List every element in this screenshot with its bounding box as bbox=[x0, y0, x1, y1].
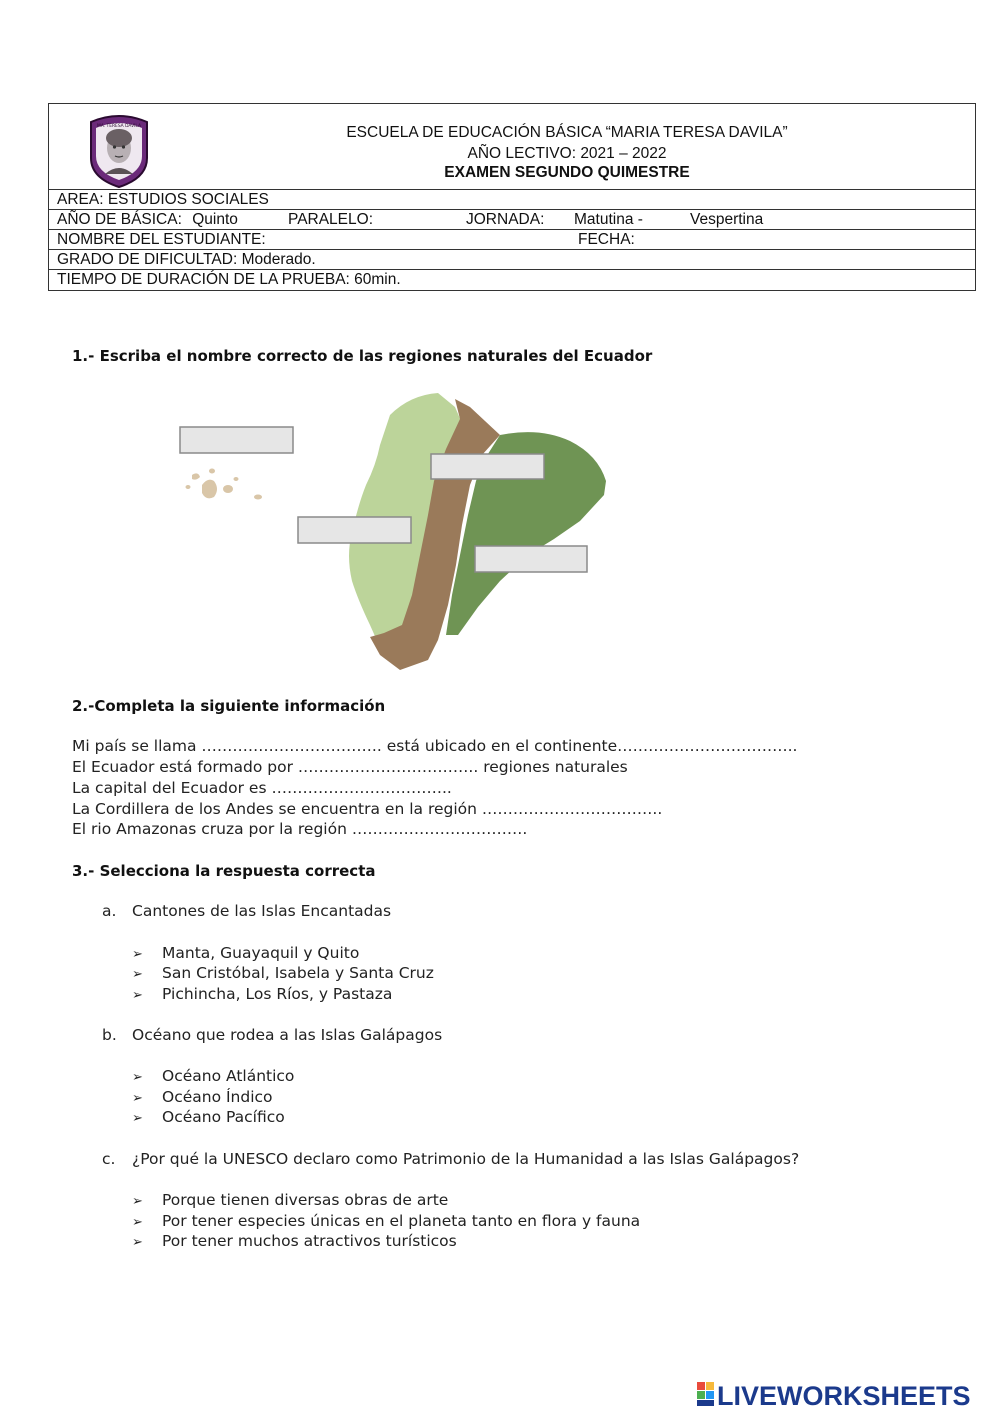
option-label: Océano Pacífico bbox=[162, 1108, 285, 1126]
answer-box-galapagos[interactable] bbox=[180, 427, 293, 453]
option-label: Pichincha, Los Ríos, y Pastaza bbox=[162, 985, 393, 1003]
option-label: San Cristóbal, Isabela y Santa Cruz bbox=[162, 964, 434, 982]
paralelo-label: PARALELO: bbox=[288, 211, 374, 228]
option-label: Porque tienen diversas obras de arte bbox=[162, 1191, 449, 1209]
arrow-bullet-icon: ➢ bbox=[132, 1215, 143, 1230]
fill-line-1: Mi país se llama …………………………….. está ubicado en el continente…………………………….. bbox=[72, 737, 798, 755]
grade-label: AÑO DE BÁSICA: bbox=[57, 211, 182, 228]
option-3a-1[interactable] bbox=[132, 944, 359, 962]
option-3b-3[interactable] bbox=[132, 1108, 285, 1126]
question-2-title: 2.-Completa la siguiente información bbox=[72, 697, 386, 715]
header-title-block bbox=[49, 104, 975, 190]
school-crest-logo bbox=[87, 112, 151, 188]
option-label: Por tener muchos atractivos turísticos bbox=[162, 1232, 457, 1250]
question-3-title: 3.- Selecciona la respuesta correcta bbox=[72, 862, 376, 880]
option-3b-2[interactable] bbox=[132, 1088, 273, 1106]
galapagos-islands bbox=[186, 469, 263, 500]
school-year: AÑO LECTIVO: 2021 – 2022 bbox=[467, 145, 667, 162]
answer-box-costa[interactable] bbox=[298, 517, 411, 543]
arrow-bullet-icon: ➢ bbox=[132, 1235, 143, 1250]
duration-label: TIEMPO DE DURACIÓN DE LA PRUEBA: 60min. bbox=[57, 271, 401, 288]
liveworksheets-wordmark: LIVEWORKSHEETS bbox=[717, 1381, 971, 1411]
liveworksheets-mark-icon bbox=[697, 1382, 714, 1406]
question-3b-letter: b. bbox=[102, 1026, 117, 1044]
fill-line-3: La capital del Ecuador es …………………………….. bbox=[72, 779, 452, 797]
arrow-bullet-icon: ➢ bbox=[132, 1091, 143, 1106]
option-label: Por tener especies únicas en el planeta tanto en flora y fauna bbox=[162, 1212, 641, 1230]
option-label: Océano Índico bbox=[162, 1088, 273, 1106]
option-3b-1[interactable] bbox=[132, 1067, 294, 1085]
ecuador-regions-map bbox=[170, 385, 620, 680]
arrow-bullet-icon: ➢ bbox=[132, 1194, 143, 1209]
question-3a-letter: a. bbox=[102, 902, 117, 920]
arrow-bullet-icon: ➢ bbox=[132, 967, 143, 982]
jornada-option-vespertina: Vespertina bbox=[690, 211, 764, 228]
option-3c-1[interactable] bbox=[132, 1191, 448, 1209]
option-3c-3[interactable] bbox=[132, 1232, 457, 1250]
student-row bbox=[49, 230, 975, 250]
arrow-bullet-icon: ➢ bbox=[132, 988, 143, 1003]
option-label: Manta, Guayaquil y Quito bbox=[162, 944, 360, 962]
answer-box-sierra[interactable] bbox=[431, 454, 544, 479]
answer-box-amazonia[interactable] bbox=[475, 546, 587, 572]
question-3b-text: Océano que rodea a las Islas Galápagos bbox=[132, 1026, 443, 1044]
question-1-title: 1.- Escriba el nombre correcto de las regiones naturales del Ecuador bbox=[72, 347, 653, 365]
option-3c-2[interactable] bbox=[132, 1212, 640, 1230]
question-3c-letter: c. bbox=[102, 1150, 116, 1168]
exam-header bbox=[48, 103, 976, 291]
option-3a-3[interactable] bbox=[132, 985, 392, 1003]
fill-line-5: El rio Amazonas cruza por la región ……………………………. bbox=[72, 820, 528, 838]
difficulty-label: GRADO DE DIFICULTAD: Moderado. bbox=[57, 251, 316, 268]
school-name: ESCUELA DE EDUCACIÓN BÁSICA “MARIA TERESA DAVILA” bbox=[346, 124, 788, 141]
question-3a-text: Cantones de las Islas Encantadas bbox=[132, 902, 392, 920]
logo-lettering: MA. TERESA DAVILA bbox=[97, 124, 141, 129]
arrow-bullet-icon: ➢ bbox=[132, 1070, 143, 1085]
grade-row bbox=[49, 210, 975, 230]
question-3c-text: ¿Por qué la UNESCO declaro como Patrimonio de la Humanidad a las Islas Galápagos? bbox=[132, 1150, 800, 1168]
fill-line-4: La Cordillera de los Andes se encuentra en la región …………………………….. bbox=[72, 800, 663, 818]
jornada-label: JORNADA: bbox=[466, 211, 545, 228]
student-name-label: NOMBRE DEL ESTUDIANTE: bbox=[57, 231, 266, 248]
date-label: FECHA: bbox=[578, 231, 635, 248]
option-3a-2[interactable] bbox=[132, 964, 434, 982]
difficulty-row bbox=[49, 250, 975, 270]
grade-value: Quinto bbox=[192, 211, 238, 228]
fill-line-2: El Ecuador está formado por …………………………….. regiones naturales bbox=[72, 758, 628, 776]
arrow-bullet-icon: ➢ bbox=[132, 947, 143, 962]
liveworksheets-logo bbox=[697, 1376, 997, 1412]
duration-row bbox=[49, 270, 975, 290]
area-label: AREA: ESTUDIOS SOCIALES bbox=[57, 191, 269, 208]
exam-title: EXAMEN SEGUNDO QUIMESTRE bbox=[444, 164, 690, 181]
area-row bbox=[49, 190, 975, 210]
arrow-bullet-icon: ➢ bbox=[132, 1111, 143, 1126]
jornada-option-matutina: Matutina - bbox=[574, 211, 643, 228]
option-label: Océano Atlántico bbox=[162, 1067, 295, 1085]
